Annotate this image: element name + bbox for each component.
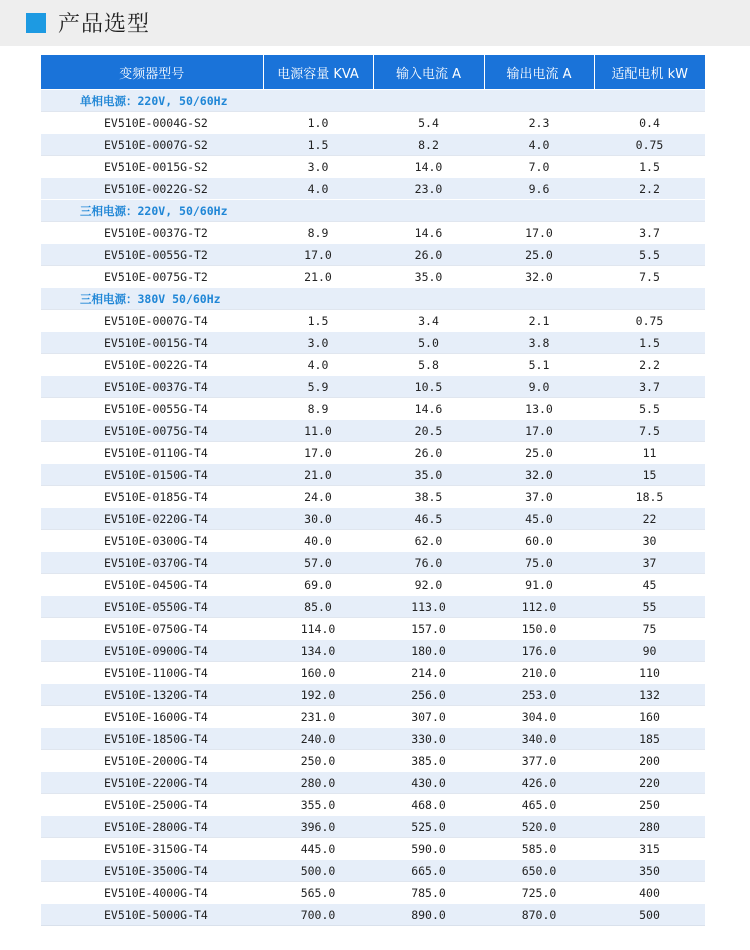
cell-model: EV510E-0110G-T4	[41, 442, 263, 464]
cell-input-current: 307.0	[373, 706, 484, 728]
cell-input-current: 35.0	[373, 464, 484, 486]
cell-model: EV510E-3150G-T4	[41, 838, 263, 860]
cell-output-current: 7.0	[484, 156, 594, 178]
cell-model: EV510E-0450G-T4	[41, 574, 263, 596]
cell-motor-power: 37	[594, 552, 705, 574]
cell-motor-power: 3.7	[594, 376, 705, 398]
cell-motor-power: 220	[594, 772, 705, 794]
cell-motor-power: 0.75	[594, 310, 705, 332]
cell-output-current: 17.0	[484, 420, 594, 442]
cell-input-current: 62.0	[373, 530, 484, 552]
cell-input-current: 330.0	[373, 728, 484, 750]
table-row	[41, 486, 705, 508]
cell-motor-power: 280	[594, 816, 705, 838]
cell-motor-power: 2.2	[594, 178, 705, 200]
cell-output-current: 253.0	[484, 684, 594, 706]
cell-motor-power: 90	[594, 640, 705, 662]
cell-model: EV510E-0220G-T4	[41, 508, 263, 530]
table-row	[41, 728, 705, 750]
cell-motor-power: 160	[594, 706, 705, 728]
cell-power-capacity: 8.9	[263, 222, 373, 244]
table-row	[41, 574, 705, 596]
cell-model: EV510E-0037G-T2	[41, 222, 263, 244]
cell-motor-power: 0.4	[594, 112, 705, 134]
cell-model: EV510E-0007G-S2	[41, 134, 263, 156]
cell-motor-power: 11	[594, 442, 705, 464]
cell-motor-power: 250	[594, 794, 705, 816]
cell-output-current: 9.6	[484, 178, 594, 200]
section-title: 三相电源：380V 50/60Hz	[41, 288, 705, 310]
cell-power-capacity: 700.0	[263, 904, 373, 926]
cell-input-current: 92.0	[373, 574, 484, 596]
cell-output-current: 4.0	[484, 134, 594, 156]
cell-motor-power: 75	[594, 618, 705, 640]
column-header-model: 变频器型号	[41, 55, 263, 90]
cell-model: EV510E-0900G-T4	[41, 640, 263, 662]
cell-output-current: 37.0	[484, 486, 594, 508]
table-row	[41, 398, 705, 420]
cell-model: EV510E-1600G-T4	[41, 706, 263, 728]
cell-power-capacity: 24.0	[263, 486, 373, 508]
cell-output-current: 2.3	[484, 112, 594, 134]
cell-input-current: 214.0	[373, 662, 484, 684]
cell-power-capacity: 40.0	[263, 530, 373, 552]
cell-model: EV510E-0750G-T4	[41, 618, 263, 640]
cell-output-current: 650.0	[484, 860, 594, 882]
cell-motor-power: 0.75	[594, 134, 705, 156]
cell-input-current: 113.0	[373, 596, 484, 618]
table-body	[41, 90, 705, 926]
cell-power-capacity: 17.0	[263, 442, 373, 464]
table-row	[41, 420, 705, 442]
cell-input-current: 430.0	[373, 772, 484, 794]
cell-model: EV510E-3500G-T4	[41, 860, 263, 882]
cell-input-current: 8.2	[373, 134, 484, 156]
cell-power-capacity: 445.0	[263, 838, 373, 860]
cell-model: EV510E-0015G-T4	[41, 332, 263, 354]
column-header-output-current: 输出电流 A	[484, 55, 594, 90]
section-title: 单相电源：220V, 50/60Hz	[41, 90, 705, 112]
cell-motor-power: 1.5	[594, 332, 705, 354]
cell-output-current: 25.0	[484, 442, 594, 464]
table-header	[41, 55, 705, 90]
cell-motor-power: 15	[594, 464, 705, 486]
cell-output-current: 426.0	[484, 772, 594, 794]
table-row	[41, 794, 705, 816]
table-row	[41, 156, 705, 178]
cell-model: EV510E-0300G-T4	[41, 530, 263, 552]
cell-motor-power: 110	[594, 662, 705, 684]
cell-motor-power: 55	[594, 596, 705, 618]
cell-model: EV510E-0022G-S2	[41, 178, 263, 200]
cell-output-current: 13.0	[484, 398, 594, 420]
cell-input-current: 26.0	[373, 244, 484, 266]
cell-power-capacity: 85.0	[263, 596, 373, 618]
table-row	[41, 376, 705, 398]
table-row	[41, 354, 705, 376]
table-row	[41, 596, 705, 618]
cell-output-current: 377.0	[484, 750, 594, 772]
cell-model: EV510E-2800G-T4	[41, 816, 263, 838]
cell-input-current: 525.0	[373, 816, 484, 838]
cell-input-current: 256.0	[373, 684, 484, 706]
table-row	[41, 684, 705, 706]
cell-output-current: 870.0	[484, 904, 594, 926]
cell-output-current: 465.0	[484, 794, 594, 816]
table-header-row	[41, 55, 705, 90]
product-selection-table	[41, 55, 705, 926]
cell-input-current: 38.5	[373, 486, 484, 508]
table-row	[41, 552, 705, 574]
cell-input-current: 14.6	[373, 398, 484, 420]
table-row	[41, 112, 705, 134]
cell-motor-power: 7.5	[594, 266, 705, 288]
cell-input-current: 46.5	[373, 508, 484, 530]
column-header-input-current: 输入电流 A	[373, 55, 484, 90]
cell-input-current: 35.0	[373, 266, 484, 288]
cell-input-current: 14.6	[373, 222, 484, 244]
cell-power-capacity: 17.0	[263, 244, 373, 266]
cell-model: EV510E-2000G-T4	[41, 750, 263, 772]
cell-power-capacity: 3.0	[263, 156, 373, 178]
cell-output-current: 112.0	[484, 596, 594, 618]
cell-motor-power: 315	[594, 838, 705, 860]
cell-model: EV510E-4000G-T4	[41, 882, 263, 904]
cell-power-capacity: 280.0	[263, 772, 373, 794]
table-row	[41, 618, 705, 640]
square-bullet-icon	[26, 13, 46, 33]
cell-motor-power: 2.2	[594, 354, 705, 376]
cell-input-current: 76.0	[373, 552, 484, 574]
cell-model: EV510E-1100G-T4	[41, 662, 263, 684]
cell-output-current: 91.0	[484, 574, 594, 596]
cell-model: EV510E-0075G-T4	[41, 420, 263, 442]
cell-output-current: 17.0	[484, 222, 594, 244]
column-header-motor-power: 适配电机 kW	[594, 55, 705, 90]
cell-output-current: 32.0	[484, 266, 594, 288]
cell-input-current: 180.0	[373, 640, 484, 662]
page-title: 产品选型	[58, 12, 151, 37]
cell-input-current: 785.0	[373, 882, 484, 904]
cell-input-current: 590.0	[373, 838, 484, 860]
table-row	[41, 838, 705, 860]
cell-input-current: 23.0	[373, 178, 484, 200]
table-row	[41, 706, 705, 728]
section-header-row	[41, 90, 705, 112]
cell-motor-power: 400	[594, 882, 705, 904]
cell-output-current: 304.0	[484, 706, 594, 728]
cell-input-current: 26.0	[373, 442, 484, 464]
table-row	[41, 244, 705, 266]
cell-input-current: 890.0	[373, 904, 484, 926]
cell-power-capacity: 69.0	[263, 574, 373, 596]
cell-model: EV510E-0022G-T4	[41, 354, 263, 376]
cell-model: EV510E-0185G-T4	[41, 486, 263, 508]
cell-motor-power: 350	[594, 860, 705, 882]
cell-motor-power: 7.5	[594, 420, 705, 442]
cell-motor-power: 1.5	[594, 156, 705, 178]
cell-output-current: 210.0	[484, 662, 594, 684]
cell-model: EV510E-0037G-T4	[41, 376, 263, 398]
cell-input-current: 5.0	[373, 332, 484, 354]
table-row	[41, 266, 705, 288]
cell-power-capacity: 21.0	[263, 266, 373, 288]
cell-output-current: 60.0	[484, 530, 594, 552]
cell-model: EV510E-0075G-T2	[41, 266, 263, 288]
cell-output-current: 176.0	[484, 640, 594, 662]
cell-power-capacity: 396.0	[263, 816, 373, 838]
cell-power-capacity: 240.0	[263, 728, 373, 750]
table-row	[41, 882, 705, 904]
table-row	[41, 772, 705, 794]
cell-power-capacity: 8.9	[263, 398, 373, 420]
cell-output-current: 150.0	[484, 618, 594, 640]
cell-input-current: 20.5	[373, 420, 484, 442]
table-row	[41, 860, 705, 882]
cell-power-capacity: 250.0	[263, 750, 373, 772]
section-header-row	[41, 288, 705, 310]
cell-input-current: 5.4	[373, 112, 484, 134]
section-title: 三相电源：220V, 50/60Hz	[41, 200, 705, 222]
cell-model: EV510E-0004G-S2	[41, 112, 263, 134]
cell-power-capacity: 4.0	[263, 178, 373, 200]
cell-power-capacity: 1.5	[263, 134, 373, 156]
cell-input-current: 468.0	[373, 794, 484, 816]
table-row	[41, 464, 705, 486]
cell-power-capacity: 565.0	[263, 882, 373, 904]
cell-model: EV510E-0007G-T4	[41, 310, 263, 332]
cell-input-current: 5.8	[373, 354, 484, 376]
cell-model: EV510E-0150G-T4	[41, 464, 263, 486]
cell-motor-power: 3.7	[594, 222, 705, 244]
table-row	[41, 310, 705, 332]
cell-model: EV510E-5000G-T4	[41, 904, 263, 926]
table-row	[41, 640, 705, 662]
cell-model: EV510E-0550G-T4	[41, 596, 263, 618]
cell-output-current: 75.0	[484, 552, 594, 574]
cell-model: EV510E-0055G-T4	[41, 398, 263, 420]
cell-model: EV510E-1320G-T4	[41, 684, 263, 706]
cell-model: EV510E-2200G-T4	[41, 772, 263, 794]
cell-motor-power: 185	[594, 728, 705, 750]
table-row	[41, 662, 705, 684]
table-row	[41, 442, 705, 464]
table-row	[41, 222, 705, 244]
section-header-row	[41, 200, 705, 222]
table-row	[41, 530, 705, 552]
cell-power-capacity: 1.0	[263, 112, 373, 134]
table-row	[41, 750, 705, 772]
table-row	[41, 816, 705, 838]
table-row	[41, 508, 705, 530]
cell-input-current: 3.4	[373, 310, 484, 332]
cell-power-capacity: 355.0	[263, 794, 373, 816]
cell-power-capacity: 160.0	[263, 662, 373, 684]
cell-output-current: 3.8	[484, 332, 594, 354]
table-row	[41, 178, 705, 200]
cell-motor-power: 22	[594, 508, 705, 530]
cell-motor-power: 5.5	[594, 244, 705, 266]
cell-output-current: 25.0	[484, 244, 594, 266]
table-row	[41, 134, 705, 156]
cell-motor-power: 5.5	[594, 398, 705, 420]
cell-input-current: 10.5	[373, 376, 484, 398]
cell-motor-power: 132	[594, 684, 705, 706]
cell-motor-power: 30	[594, 530, 705, 552]
cell-output-current: 9.0	[484, 376, 594, 398]
cell-power-capacity: 11.0	[263, 420, 373, 442]
section-header	[0, 0, 750, 46]
column-header-power-capacity: 电源容量 KVA	[263, 55, 373, 90]
cell-power-capacity: 192.0	[263, 684, 373, 706]
table-row	[41, 904, 705, 926]
cell-input-current: 665.0	[373, 860, 484, 882]
cell-power-capacity: 500.0	[263, 860, 373, 882]
cell-input-current: 385.0	[373, 750, 484, 772]
cell-motor-power: 500	[594, 904, 705, 926]
cell-output-current: 32.0	[484, 464, 594, 486]
product-selection-table-container	[41, 55, 705, 926]
cell-power-capacity: 57.0	[263, 552, 373, 574]
cell-output-current: 340.0	[484, 728, 594, 750]
cell-motor-power: 18.5	[594, 486, 705, 508]
cell-output-current: 2.1	[484, 310, 594, 332]
cell-model: EV510E-2500G-T4	[41, 794, 263, 816]
cell-input-current: 14.0	[373, 156, 484, 178]
cell-output-current: 45.0	[484, 508, 594, 530]
cell-power-capacity: 1.5	[263, 310, 373, 332]
cell-power-capacity: 5.9	[263, 376, 373, 398]
cell-power-capacity: 4.0	[263, 354, 373, 376]
cell-motor-power: 45	[594, 574, 705, 596]
cell-model: EV510E-0015G-S2	[41, 156, 263, 178]
cell-power-capacity: 134.0	[263, 640, 373, 662]
cell-power-capacity: 30.0	[263, 508, 373, 530]
cell-model: EV510E-0055G-T2	[41, 244, 263, 266]
cell-power-capacity: 114.0	[263, 618, 373, 640]
cell-output-current: 5.1	[484, 354, 594, 376]
cell-output-current: 520.0	[484, 816, 594, 838]
cell-power-capacity: 21.0	[263, 464, 373, 486]
cell-output-current: 585.0	[484, 838, 594, 860]
cell-model: EV510E-0370G-T4	[41, 552, 263, 574]
cell-motor-power: 200	[594, 750, 705, 772]
cell-model: EV510E-1850G-T4	[41, 728, 263, 750]
cell-output-current: 725.0	[484, 882, 594, 904]
cell-power-capacity: 231.0	[263, 706, 373, 728]
cell-power-capacity: 3.0	[263, 332, 373, 354]
cell-input-current: 157.0	[373, 618, 484, 640]
table-row	[41, 332, 705, 354]
